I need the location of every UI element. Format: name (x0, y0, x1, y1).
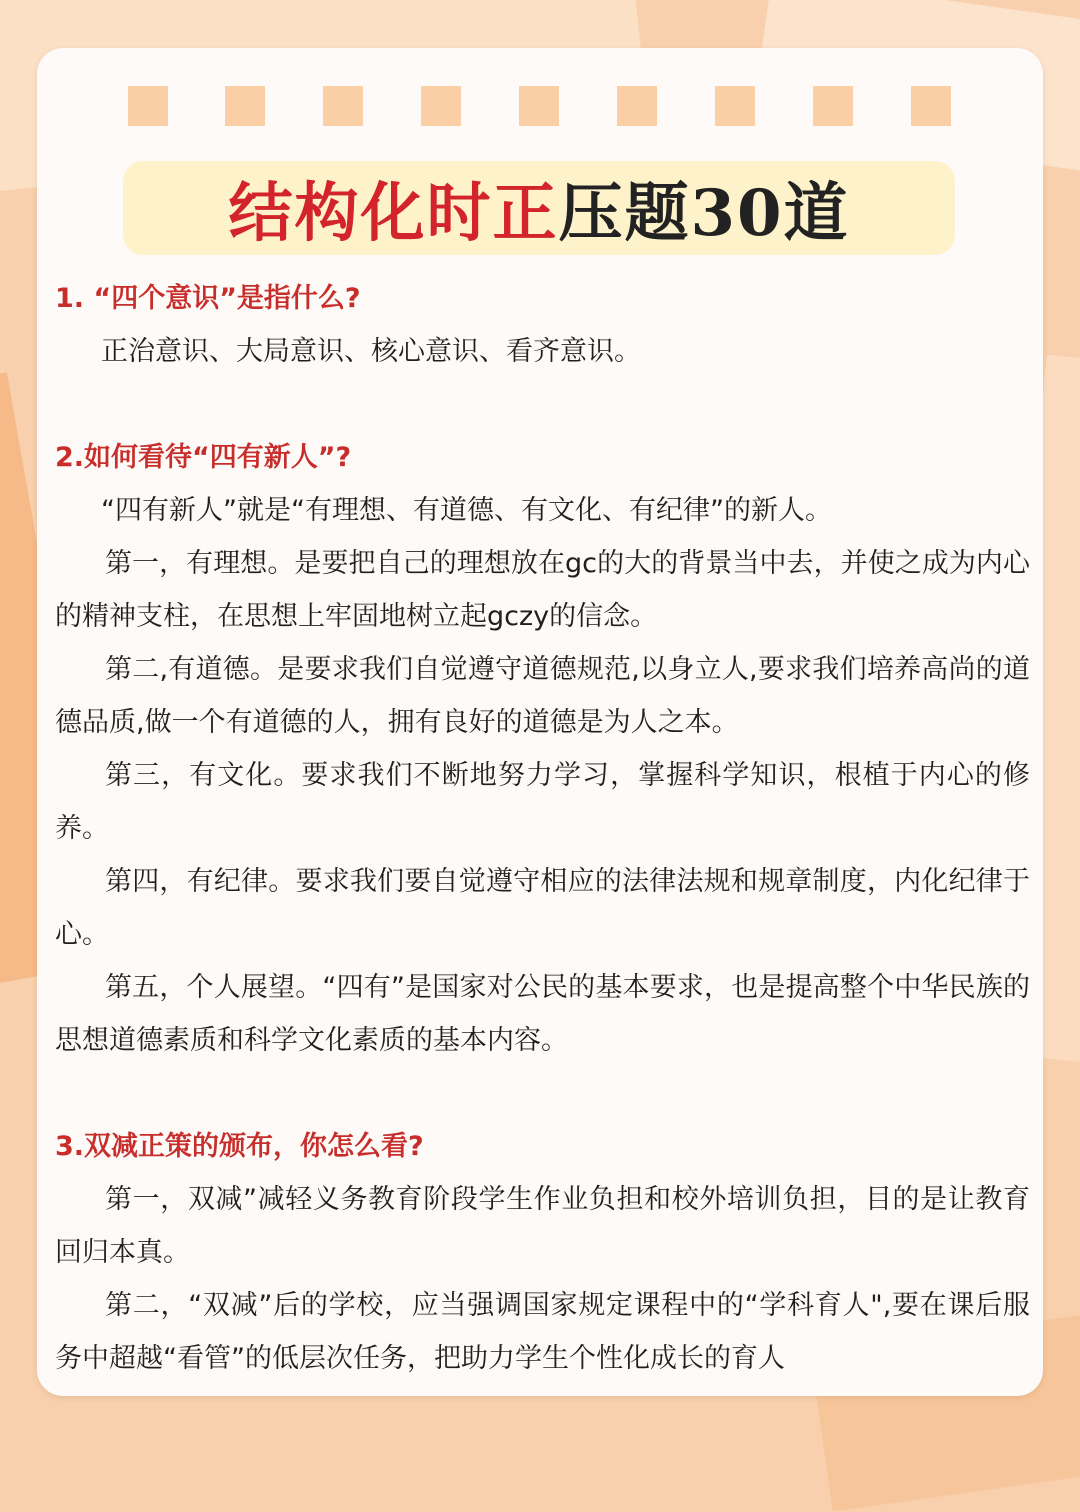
title-red-part: 结构化时正 (228, 176, 559, 251)
answer-paragraph: 第三，有文化。要求我们不断地努力学习，掌握科学知识，根植于内心的修养。 (55, 760, 1030, 844)
binder-tab (813, 86, 853, 126)
title-dark-part: 压题30道 (558, 176, 850, 251)
question-list (55, 272, 1030, 1385)
binder-tab (715, 86, 755, 126)
page-title (123, 161, 955, 255)
answer-paragraph: 第二,有道德。是要求我们自觉遵守道德规范,以身立人,要求我们培养高尚的道德品质,做一个有道德的人，拥有良好的道德是为人之本。 (55, 654, 1030, 738)
spacer (55, 1067, 1030, 1120)
binder-tabs (128, 86, 968, 126)
question-block (55, 1120, 1030, 1385)
answer-paragraph: 第五，个人展望。“四有”是国家对公民的基本要求，也是提高整个中华民族的思想道德素质和科学文化素质的基本内容。 (55, 972, 1030, 1056)
answer-paragraph: “四有新人”就是“有理想、有道德、有文化、有纪律”的新人。 (101, 495, 832, 526)
binder-tab (225, 86, 265, 126)
binder-tab (421, 86, 461, 126)
binder-tab (128, 86, 168, 126)
question-block (55, 431, 1030, 1067)
spacer (55, 378, 1030, 431)
question-block (55, 272, 1030, 378)
binder-tab (323, 86, 363, 126)
question-heading: 2.如何看待“四有新人”? (55, 442, 352, 473)
answer-paragraph: 第二，“双减”后的学校，应当强调国家规定课程中的“学科育人",要在课后服务中超越“看管”的低层次任务，把助力学生个性化成长的育人 (55, 1290, 1030, 1374)
note-card (37, 48, 1043, 1396)
answer-paragraph: 第一，有理想。是要把自己的理想放在gc的大的背景当中去，并使之成为内心的精神支柱，在思想上牢固地树立起gczy的信念。 (55, 548, 1030, 632)
binder-tab (617, 86, 657, 126)
answer-paragraph: 正治意识、大局意识、核心意识、看齐意识。 (101, 336, 641, 367)
answer-paragraph: 第一，双减”减轻义务教育阶段学生作业负担和校外培训负担，目的是让教育回归本真。 (55, 1184, 1030, 1268)
binder-tab (519, 86, 559, 126)
answer-paragraph: 第四，有纪律。要求我们要自觉遵守相应的法律法规和规章制度，内化纪律于心。 (55, 866, 1030, 950)
question-heading: 3.双减正策的颁布，你怎么看? (55, 1131, 424, 1162)
question-heading: 1. “四个意识”是指什么? (55, 283, 361, 314)
binder-tab (911, 86, 951, 126)
